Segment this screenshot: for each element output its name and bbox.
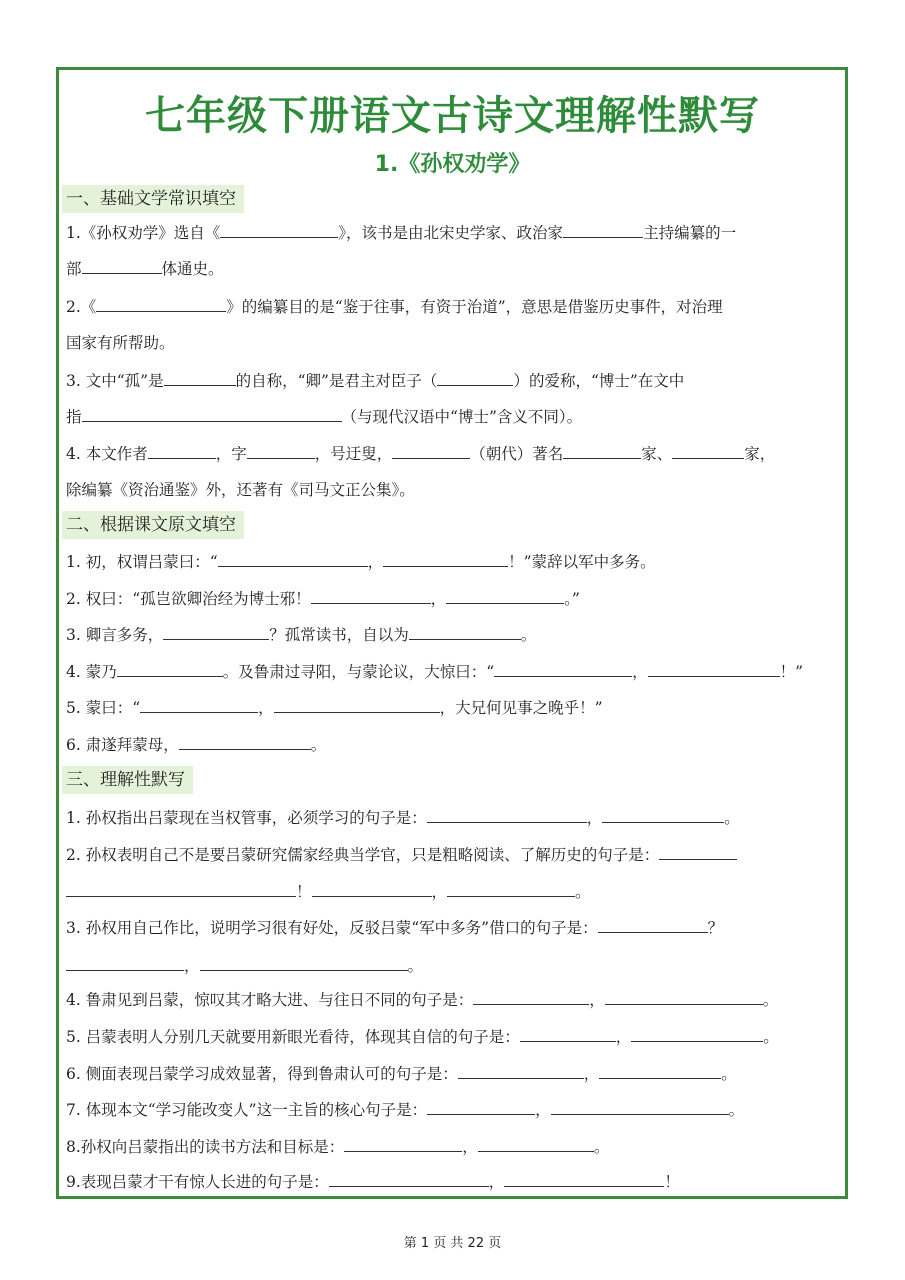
question-1-1: 1.《孙权劝学》选自《 》，该书是由北宋史学家、政治家 主持编纂的一 (66, 224, 737, 242)
question-2-4: 4. 蒙乃 。及鲁肃过寻阳，与蒙论议，大惊曰：“ ， ！” (66, 663, 804, 681)
question-3-1: 1. 孙权指出吕蒙现在当权管事，必须学习的句子是： ， 。 (66, 809, 740, 827)
blank[interactable] (605, 990, 763, 1005)
question-2-3: 3. 卿言多务， ？孤常读书，自以为 。 (66, 626, 537, 644)
blank[interactable] (82, 407, 342, 422)
blank[interactable] (274, 698, 440, 713)
blank[interactable] (148, 444, 216, 459)
question-1-4: 4. 本文作者 ，字 ，号迂叟， （朝代）著名 家、 家， (66, 445, 776, 463)
section-heading-3: 三、理解性默写 (62, 766, 193, 794)
blank[interactable] (631, 1027, 763, 1042)
blank[interactable] (563, 444, 641, 459)
section-heading-1: 一、基础文学常识填空 (62, 185, 244, 213)
blank[interactable] (599, 1064, 721, 1079)
blank[interactable] (82, 259, 162, 274)
question-3-3: 3. 孙权用自己作比，说明学习很有好处，反驳吕蒙“军中多务”借口的句子是： ？ (66, 919, 724, 937)
blank[interactable] (220, 223, 338, 238)
question-3-2-cont: ！ ， 。 (66, 880, 846, 904)
blank[interactable] (598, 918, 708, 933)
question-3-3-cont: ， 。 (66, 954, 846, 978)
lesson-title: 1.《孙权劝学》 (374, 152, 531, 177)
page-title: 七年级下册语文古诗文理解性默写 (145, 93, 760, 139)
question-3-4: 4. 鲁肃见到吕蒙，惊叹其才略大进、与往日不同的句子是： ， 。 (66, 991, 779, 1009)
blank[interactable] (602, 808, 724, 823)
question-3-5: 5. 吕蒙表明人分别几天就要用新眼光看待，体现其自信的句子是： ， 。 (66, 1028, 779, 1046)
blank[interactable] (446, 589, 564, 604)
blank[interactable] (520, 1027, 616, 1042)
blank[interactable] (478, 1137, 594, 1152)
question-3-8: 8.孙权向吕蒙指出的读书方法和目标是： ， 。 (66, 1138, 610, 1156)
question-1-4-cont: 除编纂《资治通鉴》外，还著有《司马文正公集》。 (66, 481, 415, 499)
question-2-6: 6. 肃遂拜蒙母， 。 (66, 736, 327, 754)
blank[interactable] (312, 882, 432, 897)
question-3-9: 9.表现吕蒙才干有惊人长进的句子是： ， ！ (66, 1173, 680, 1191)
blank[interactable] (551, 1100, 729, 1115)
blank[interactable] (66, 956, 184, 971)
blank[interactable] (659, 845, 737, 860)
blank[interactable] (473, 990, 589, 1005)
blank[interactable] (409, 625, 521, 640)
blank[interactable] (311, 589, 431, 604)
blank[interactable] (96, 297, 226, 312)
question-2-1: 1. 初，权谓吕蒙曰：“ ， ！”蒙辞以军中多务。 (66, 553, 656, 571)
blank[interactable] (140, 698, 258, 713)
blank[interactable] (437, 371, 513, 386)
blank[interactable] (179, 735, 311, 750)
blank[interactable] (494, 662, 632, 677)
blank[interactable] (164, 371, 236, 386)
question-1-1-cont: 部 体通史。 (66, 260, 224, 278)
question-1-3: 3. 文中“孤”是 的自称，“卿”是君主对臣子（ ）的爱称，“博士”在文中 (66, 372, 685, 390)
blank[interactable] (563, 223, 643, 238)
blank[interactable] (218, 552, 368, 567)
question-2-5: 5. 蒙曰：“ ， ，大兄何见事之晚乎！” (66, 699, 603, 717)
blank[interactable] (458, 1064, 584, 1079)
blank[interactable] (672, 444, 744, 459)
question-1-2: 2.《 》的编纂目的是“鉴于往事，有资于治道”，意思是借鉴历史事件，对治理 (66, 298, 723, 316)
blank[interactable] (329, 1172, 489, 1187)
blank[interactable] (247, 444, 315, 459)
blank[interactable] (427, 808, 587, 823)
blank[interactable] (117, 662, 223, 677)
question-3-7: 7. 体现本文“学习能改变人”这一主旨的核心句子是： ， 。 (66, 1101, 745, 1119)
blank[interactable] (427, 1100, 535, 1115)
question-2-2: 2. 权曰：“孤岂欲卿治经为博士邪！ ， 。” (66, 590, 580, 608)
question-1-2-cont: 国家有所帮助。 (66, 334, 175, 352)
blank[interactable] (648, 662, 780, 677)
blank[interactable] (344, 1137, 462, 1152)
blank[interactable] (163, 625, 269, 640)
blank[interactable] (66, 882, 296, 897)
blank[interactable] (392, 444, 470, 459)
page-number: 第 1 页 共 22 页 (403, 1236, 502, 1251)
blank[interactable] (504, 1172, 664, 1187)
blank[interactable] (447, 882, 575, 897)
blank[interactable] (383, 552, 508, 567)
section-heading-2: 二、根据课文原文填空 (62, 511, 244, 539)
question-1-3-cont: 指 （与现代汉语中“博士”含义不同）。 (66, 408, 583, 426)
question-3-6: 6. 侧面表现吕蒙学习成效显著，得到鲁肃认可的句子是： ， 。 (66, 1065, 737, 1083)
blank[interactable] (200, 956, 408, 971)
question-3-2: 2. 孙权表明自己不是要吕蒙研究儒家经典当学官，只是粗略阅读、了解历史的句子是： (66, 843, 846, 867)
